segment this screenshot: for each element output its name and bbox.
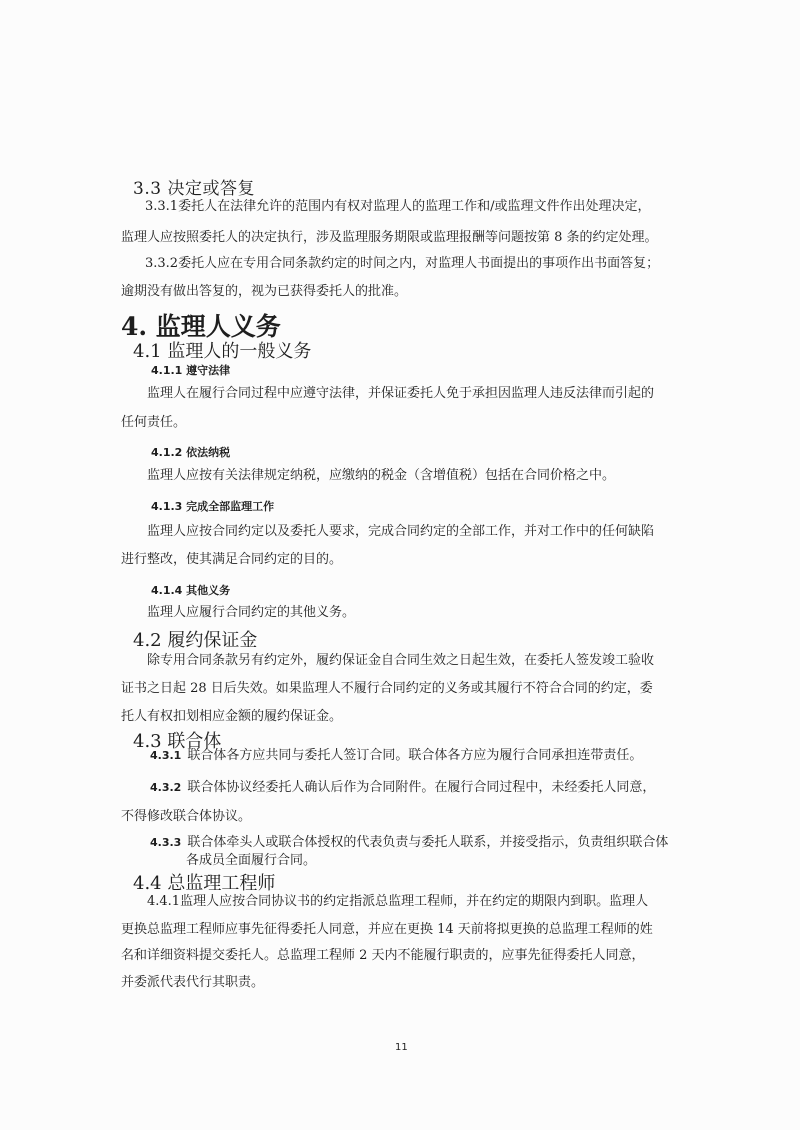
clause-4-1-2-title: 4.1.2 依法纳税	[151, 446, 231, 459]
section-4-1-heading: 4.1 监理人的一般义务	[133, 341, 312, 362]
clause-4-1-4-title: 4.1.4 其他义务	[151, 584, 231, 597]
clause-4-3-3-line2: 各成员全面履行合同。	[186, 853, 317, 868]
clause-3-3-1-line2: 监理人应按照委托人的决定执行，涉及监理服务期限或监理报酬等问题按第 8 条的约定处理。	[121, 230, 658, 245]
section-4-2-line3: 托人有权扣划相应金额的履约保证金。	[121, 709, 343, 724]
clause-4-3-1-number: 4.3.1	[150, 749, 182, 762]
clause-4-4-1-line1: 4.4.1监理人应按合同协议书的约定指派总监理工程师，并在约定的期限内到职。监理人	[147, 894, 649, 909]
clause-4-4-1-line4: 并委派代表代行其职责。	[121, 975, 265, 990]
section-4-2-line2: 证书之日起 28 日后失效。如果监理人不履行合同约定的义务或其履行不符合合同的约定，委	[121, 681, 653, 696]
clause-4-1-3-line1: 监理人应按合同约定以及委托人要求，完成合同约定的全部工作，并对工作中的任何缺陷	[147, 524, 655, 539]
clause-4-3-2-line1: 联合体协议经委托人确认后作为合同附件。在履行合同过程中，未经委托人同意，	[187, 780, 656, 795]
clause-4-3-3-number: 4.3.3	[150, 836, 182, 849]
clause-4-3-1	[150, 740, 642, 771]
clause-4-1-1-title: 4.1.1 遵守法律	[151, 364, 231, 377]
clause-4-3-2-line2: 不得修改联合体协议。	[121, 809, 252, 824]
clause-4-1-1-line2: 任何责任。	[121, 415, 187, 430]
clause-4-3-2-number: 4.3.2	[150, 781, 182, 794]
clause-4-1-3-line2: 进行整改，使其满足合同约定的目的。	[121, 552, 343, 567]
clause-4-3-3-line1: 联合体牵头人或联合体授权的代表负责与委托人联系，并接受指示，负责组织联合体	[187, 835, 669, 850]
section-4-3-heading: 4.3 联合体	[133, 731, 222, 752]
clause-4-1-2-line1: 监理人应按有关法律规定纳税，应缴纳的税金（含增值税）包括在合同价格之中。	[147, 468, 616, 483]
section-4-heading: 4. 监理人义务	[121, 312, 281, 341]
clause-4-4-1-line3: 名和详细资料提交委托人。总监理工程师 2 天内不能履行职责的，应事先征得委托人同意，	[121, 948, 645, 963]
clause-4-1-3-title: 4.1.3 完成全部监理工作	[151, 500, 275, 513]
clause-3-3-2-line1: 3.3.2委托人应在专用合同条款约定的时间之内，对监理人书面提出的事项作出书面答复；	[145, 256, 660, 271]
clause-4-1-1-line1: 监理人在履行合同过程中应遵守法律，并保证委托人免于承担因监理人违反法律而引起的	[147, 386, 655, 401]
clause-4-4-1-line2: 更换总监理工程师应事先征得委托人同意，并应在更换 14 天前将拟更换的总监理工程师的姓	[121, 922, 653, 937]
clause-3-3-2-line2: 逾期没有做出答复的，视为已获得委托人的批准。	[121, 284, 408, 299]
section-3-3-heading: 3.3 决定或答复	[133, 179, 255, 199]
clause-4-3-1-line1: 联合体各方应共同与委托人签订合同。联合体各方应为履行合同承担连带责任。	[187, 748, 643, 763]
section-4-2-line1: 除专用合同条款另有约定外，履约保证金自合同生效之日起生效，在委托人签发竣工验收	[147, 653, 655, 668]
page-number: 11	[395, 1042, 408, 1053]
clause-4-3-2	[150, 772, 655, 803]
section-4-2-heading: 4.2 履约保证金	[133, 630, 258, 651]
clause-4-1-4-line1: 监理人应履行合同约定的其他义务。	[147, 605, 356, 620]
section-4-4-heading: 4.4 总监理工程师	[133, 873, 276, 894]
clause-3-3-1-line1: 3.3.1委托人在法律允许的范围内有权对监理人的监理工作和/或监理文件作出处理决定，	[145, 199, 651, 214]
